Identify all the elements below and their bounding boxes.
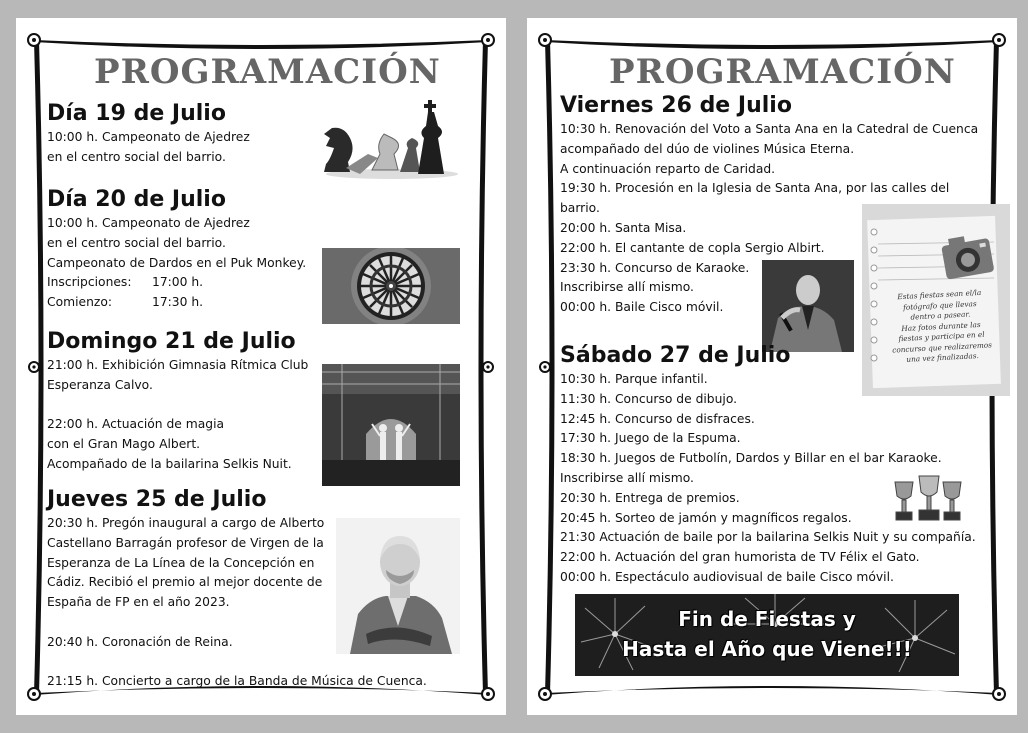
event-line: 12:45 h. Concurso de disfraces. [560, 411, 755, 426]
schedule-time: 17:30 h. [152, 295, 204, 310]
note-line: fiestas y participa en el [898, 329, 985, 344]
event-line: 22:00 h. El cantante de copla Sergio Albirt. [560, 240, 825, 255]
schedule-row [47, 273, 306, 293]
event-line: 21:15 h. Concierto a cargo de la Banda de Música de Cuenca. [47, 674, 427, 689]
event-line: 17:30 h. Juego de la Espuma. [560, 431, 741, 446]
closing-banner [575, 594, 959, 676]
event-line: Cádiz. Recibió el premio al mejor docente de [47, 575, 323, 590]
day-heading: Jueves 25 de Julio [47, 487, 267, 512]
event-line: con el Gran Mago Albert. [47, 437, 201, 452]
dartboard-image [322, 248, 460, 324]
event-line: en el centro social del barrio. [47, 235, 226, 250]
chess-pieces-image [320, 98, 460, 180]
banner-line-1: Fin de Fiestas y [678, 607, 856, 631]
schedule-label: Inscripciones: [47, 275, 132, 290]
event-line: acompañado del dúo de violines Música Eterna. [560, 141, 855, 156]
note-line: dentro a pasear. [910, 309, 971, 322]
event-line: 20:45 h. Sorteo de jamón y magníficos regalos. [560, 510, 852, 525]
line-spacer [47, 396, 308, 416]
speaker-portrait-image [336, 518, 460, 654]
day-heading: Viernes 26 de Julio [560, 93, 792, 118]
event-line: A continuación reparto de Caridad. [560, 161, 776, 176]
event-line: 21:30 Actuación de baile por la bailarina Selkis Nuit y su compañía. [560, 530, 976, 545]
event-line: 20:30 h. Entrega de premios. [560, 490, 740, 505]
event-line: 10:30 h. Parque infantil. [560, 372, 708, 386]
event-line: Inscribirse allí mismo. [560, 470, 694, 485]
day-heading: Domingo 21 de Julio [47, 329, 296, 354]
event-line: Castellano Barragán profesor de Virgen de la [47, 535, 324, 550]
program-page-right [527, 18, 1017, 715]
note-line: Estas fiestas sean el/la [897, 287, 982, 302]
event-line: Esperanza de La Línea de la Concepción en [47, 555, 315, 570]
schedule-row [47, 293, 306, 313]
event-line: 10:00 h. Campeonato de Ajedrez [47, 130, 250, 144]
line-spacer [47, 653, 427, 673]
event-line: Inscribirse allí mismo. [560, 280, 694, 295]
day-section-27-july [560, 342, 976, 588]
event-line: 00:00 h. Espectáculo audiovisual de baile Cisco móvil. [560, 569, 894, 584]
event-line: 19:30 h. Procesión en la Iglesia de Santa Ana, por las calles del [560, 181, 950, 196]
note-line: fotógrafo que llevas [902, 298, 977, 312]
event-line: 20:00 h. Santa Misa. [560, 220, 687, 235]
event-line: 20:40 h. Coronación de Reina. [47, 634, 233, 649]
page-title: PROGRAMACIÓN [94, 52, 441, 92]
day-section-20-july [47, 186, 306, 313]
day-heading: Sábado 27 de Julio [560, 343, 791, 368]
event-line: en el centro social del barrio. [47, 149, 226, 164]
banner-line-2: Hasta el Año que Viene!!! [622, 637, 912, 661]
note-line: Haz fotos durante las [901, 319, 981, 333]
magic-show-stage-image [322, 364, 460, 486]
day-heading: Día 20 de Julio [47, 187, 226, 212]
day-section-19-july [47, 100, 250, 168]
event-line: Esperanza Calvo. [47, 377, 153, 392]
event-line: Acompañado de la bailarina Selkis Nuit. [47, 456, 292, 471]
event-line: 22:00 h. Actuación del gran humorista de TV Félix el Gato. [560, 550, 920, 565]
event-line: 23:30 h. Concurso de Karaoke. [560, 260, 750, 275]
event-line: 11:30 h. Concurso de dibujo. [560, 391, 738, 406]
schedule-time: 17:00 h. [152, 275, 204, 290]
day-section-21-july [47, 328, 308, 475]
event-line: 20:30 h. Pregón inaugural a cargo de Alberto [47, 516, 325, 530]
note-line: concurso que realizaremos [891, 339, 993, 355]
event-line: 22:00 h. Actuación de magia [47, 417, 225, 432]
event-line: 10:30 h. Renovación del Voto a Santa Ana en la Catedral de Cuenca [560, 122, 979, 136]
event-line: barrio. [560, 201, 600, 216]
singer-photo-image [762, 260, 854, 352]
page-title: PROGRAMACIÓN [609, 52, 956, 92]
day-heading: Día 19 de Julio [47, 101, 226, 126]
note-line: una vez finalizadas. [906, 351, 980, 364]
event-line: 10:00 h. Campeonato de Ajedrez [47, 216, 250, 230]
event-line: Campeonato de Dardos en el Puk Monkey. [47, 255, 307, 270]
event-line: España de FP en el año 2023. [47, 595, 230, 610]
schedule-label: Comienzo: [47, 295, 112, 310]
event-line: 21:00 h. Exhibición Gimnasia Rítmica Club [47, 358, 309, 372]
trophies-image [891, 474, 965, 526]
program-page-left [16, 18, 506, 715]
event-line: 00:00 h. Baile Cisco móvil. [560, 300, 724, 315]
event-line: 18:30 h. Juegos de Futbolín, Dardos y Billar en el bar Karaoke. [560, 451, 942, 466]
